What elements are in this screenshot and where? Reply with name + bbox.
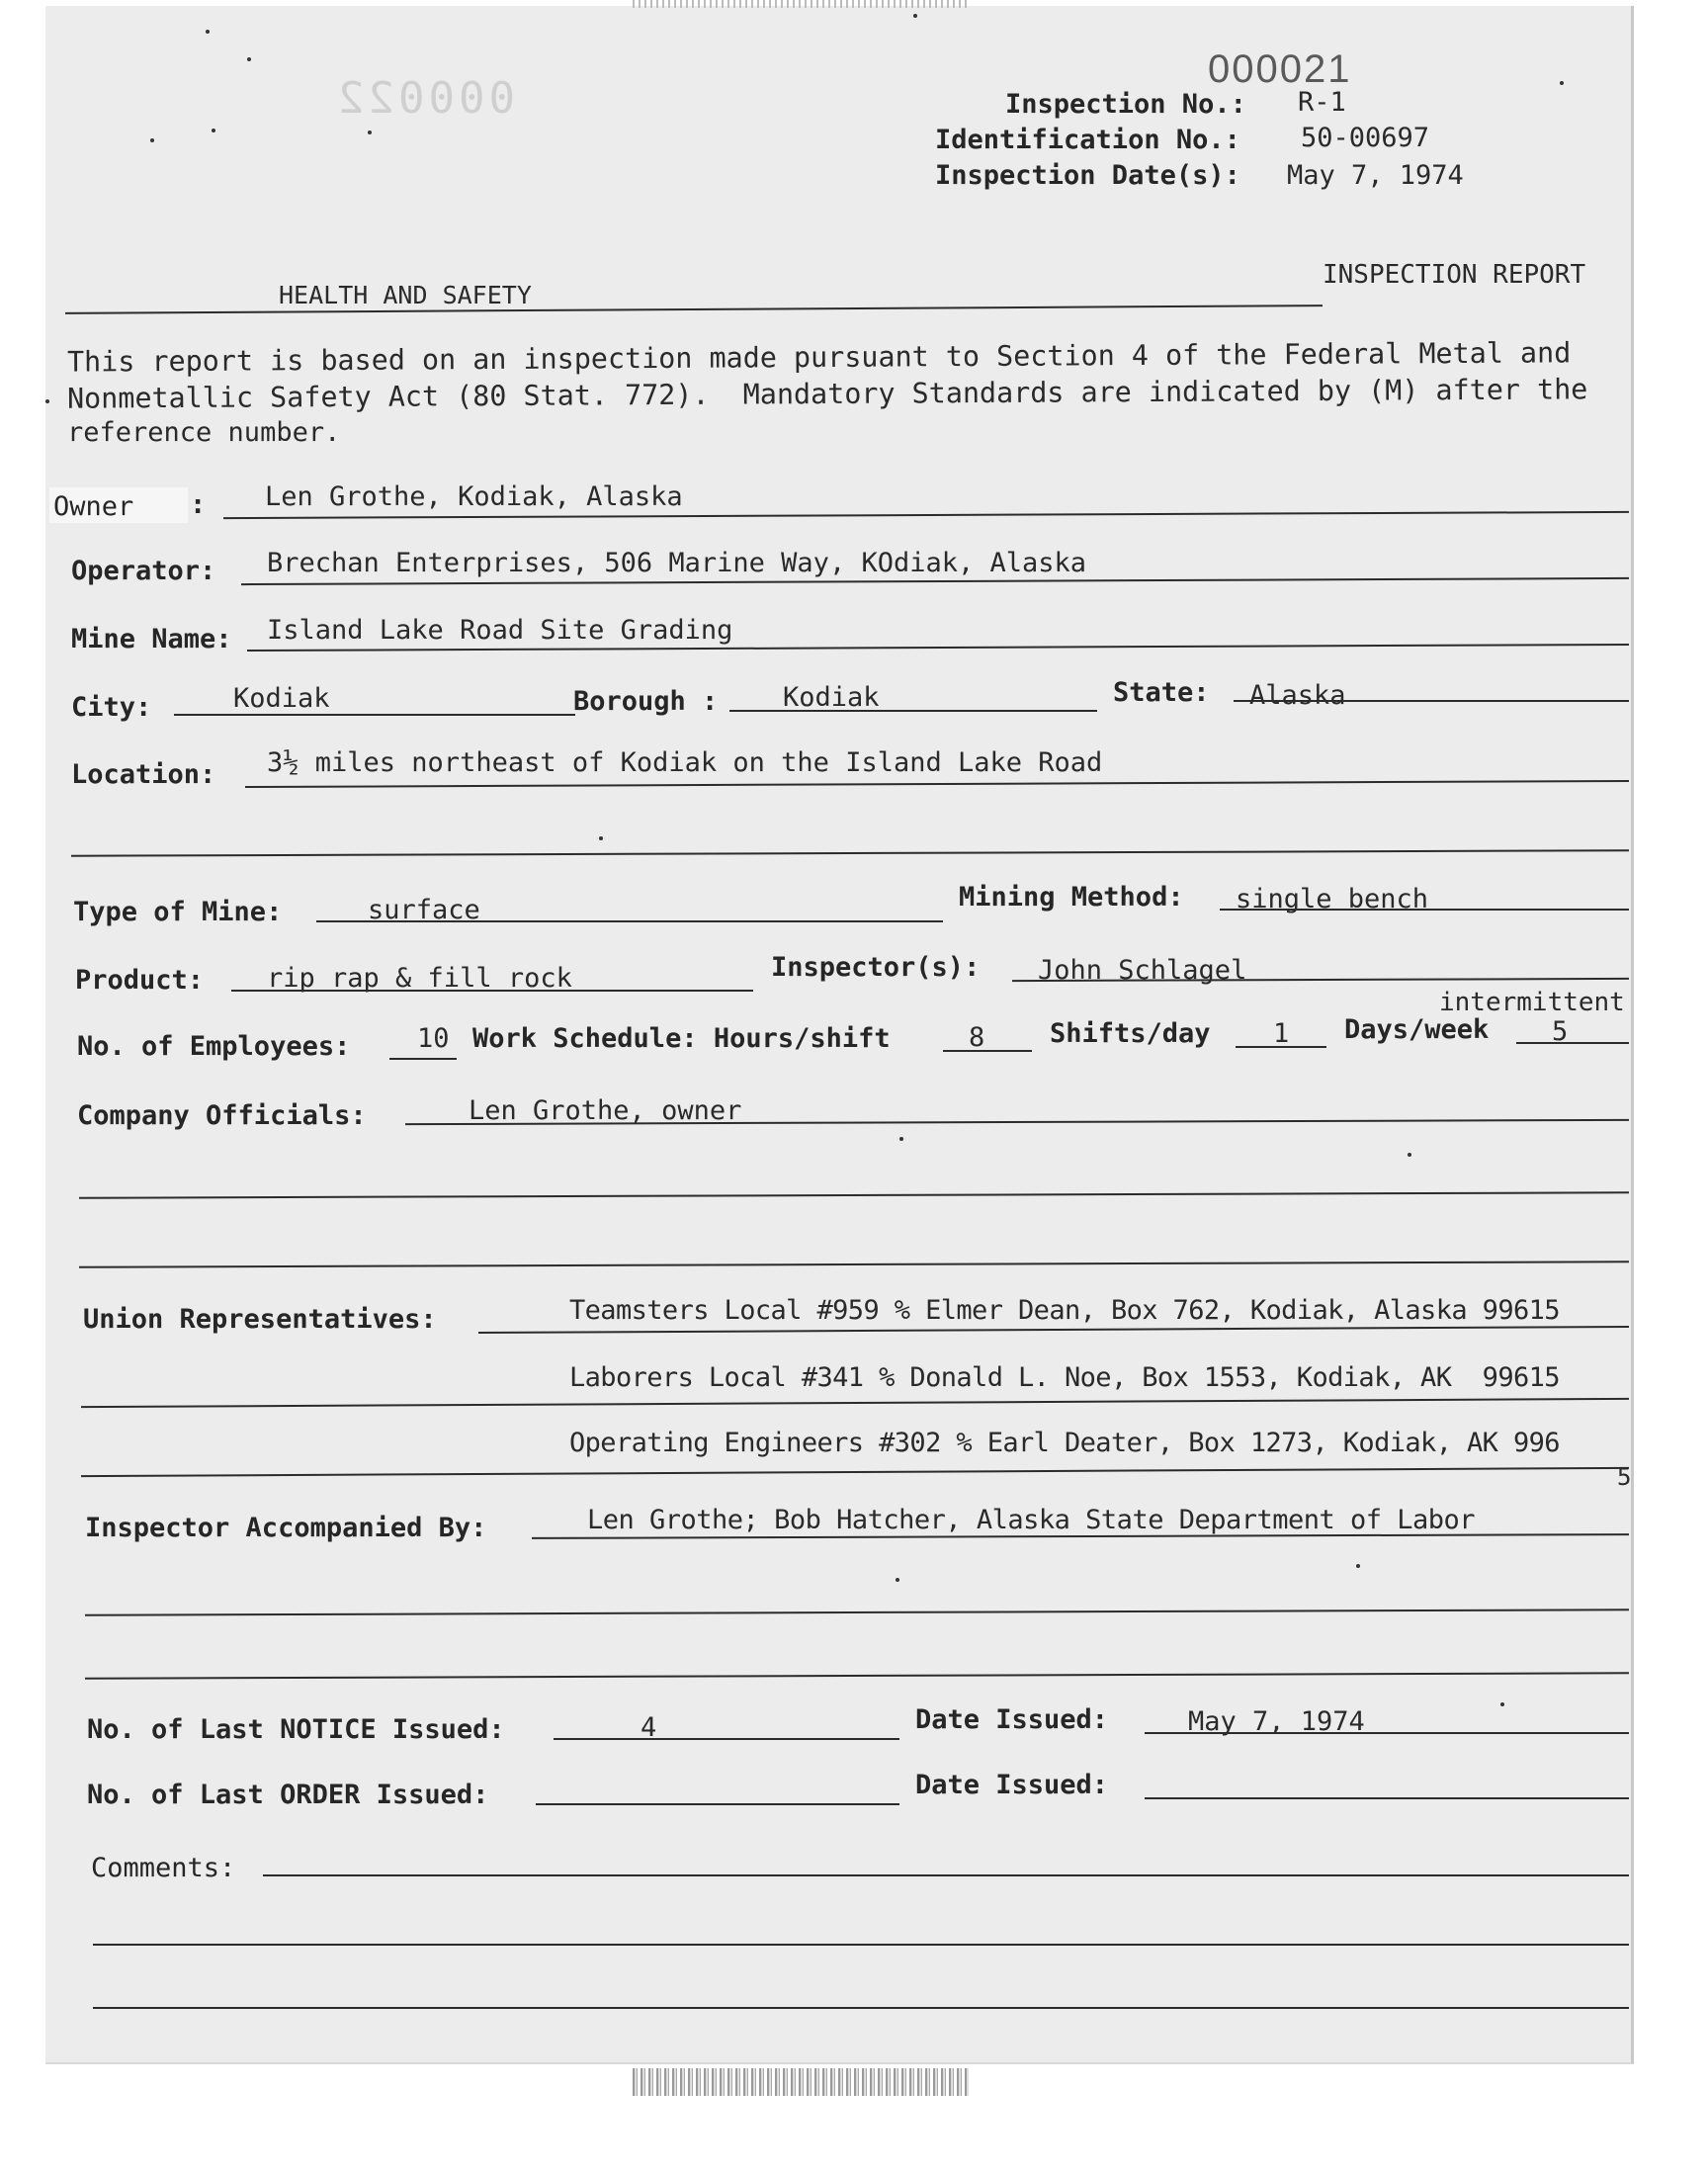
union-label: Union Representatives:: [83, 1304, 437, 1335]
officials-label: Company Officials:: [77, 1100, 367, 1131]
order-date-line: [1145, 1797, 1629, 1799]
inspectors-value: John Schlagel: [1038, 955, 1247, 986]
page-stamp: 000021: [1208, 47, 1352, 91]
inspection-dates-label: Inspection Date(s):: [935, 160, 1240, 191]
page-stamp-faint: 000022: [334, 73, 515, 124]
intro-line-3: reference number.: [67, 417, 341, 448]
mine-name-value: Island Lake Road Site Grading: [267, 615, 733, 646]
owner-value: Len Grothe, Kodiak, Alaska: [265, 481, 683, 512]
type-of-mine-line: [316, 920, 943, 922]
hours-shift-line: [943, 1050, 1032, 1052]
scan-speck: [1356, 1564, 1360, 1568]
shifts-day-label: Shifts/day: [1050, 1018, 1211, 1049]
type-of-mine-label: Type of Mine:: [73, 897, 283, 927]
employees-value: 10: [417, 1023, 450, 1054]
scan-speck: [1408, 1153, 1411, 1157]
inspection-no-label: Inspection No.:: [1005, 89, 1246, 120]
owner-colon: :: [190, 489, 207, 520]
scan-speck: [599, 836, 603, 840]
employees-label: No. of Employees:: [77, 1031, 351, 1062]
borough-label: Borough :: [573, 686, 719, 717]
scan-speck: [206, 30, 210, 34]
days-week-note: intermittent: [1439, 988, 1625, 1017]
union-rep-3: Operating Engineers #302 % Earl Deater, Box 1273, Kodiak, AK 996: [569, 1428, 1560, 1458]
identification-no-value: 50-00697: [1301, 123, 1430, 153]
employees-line: [389, 1058, 457, 1060]
scan-speck: [1500, 1702, 1504, 1706]
product-line: [231, 990, 753, 992]
work-schedule-label: Work Schedule: Hours/shift: [472, 1023, 891, 1054]
city-label: City:: [71, 692, 152, 723]
last-order-label: No. of Last ORDER Issued:: [87, 1780, 489, 1810]
location-label: Location:: [71, 759, 216, 790]
scan-edge-marks-bottom: [633, 2068, 969, 2096]
hours-shift-value: 8: [969, 1022, 985, 1053]
borough-line: [729, 710, 1097, 712]
product-label: Product:: [75, 965, 205, 996]
state-line: [1234, 700, 1629, 702]
identification-no-label: Identification No.:: [935, 125, 1240, 155]
scan-speck: [45, 399, 49, 403]
accompanied-label: Inspector Accompanied By:: [85, 1513, 487, 1543]
comments-label: Comments:: [91, 1853, 236, 1883]
last-order-line: [536, 1803, 899, 1805]
type-of-mine-value: surface: [368, 895, 480, 925]
accompanied-value: Len Grothe; Bob Hatcher, Alaska State Department of Labor: [587, 1505, 1476, 1535]
union-rep-3-wrap: 5: [1617, 1463, 1632, 1491]
comments-line-2: [93, 1944, 1629, 1946]
scan-speck: [1560, 81, 1564, 85]
scan-speck: [150, 138, 154, 142]
last-notice-line: [554, 1738, 899, 1740]
notice-date-label: Date Issued:: [915, 1704, 1109, 1735]
owner-label: Owner: [53, 491, 134, 522]
scan-speck: [896, 1578, 899, 1582]
days-week-line: [1516, 1042, 1629, 1044]
scan-edge-marks-top: [633, 0, 969, 8]
inspection-dates-value: May 7, 1974: [1287, 160, 1464, 191]
intro-line-1: This report is based on an inspection made pursuant to Section 4 of the Federal Metal and: [66, 336, 1572, 379]
product-value: rip rap & fill rock: [267, 963, 572, 994]
operator-label: Operator:: [71, 556, 216, 586]
comments-line-3: [93, 2007, 1629, 2009]
union-rep-1: Teamsters Local #959 % Elmer Dean, Box 762, Kodiak, Alaska 99615: [569, 1295, 1560, 1326]
scan-speck: [899, 1137, 903, 1141]
inspectors-label: Inspector(s):: [771, 952, 981, 983]
last-notice-label: No. of Last NOTICE Issued:: [87, 1714, 505, 1745]
shifts-day-value: 1: [1273, 1018, 1290, 1049]
notice-date-line: [1145, 1732, 1629, 1734]
borough-value: Kodiak: [783, 682, 880, 713]
mine-name-label: Mine Name:: [71, 624, 232, 654]
city-value: Kodiak: [233, 683, 330, 714]
officials-value: Len Grothe, owner: [469, 1095, 742, 1126]
scan-speck: [247, 57, 251, 61]
scan-speck: [212, 129, 215, 132]
shifts-day-line: [1236, 1046, 1326, 1048]
days-week-value: 5: [1552, 1016, 1569, 1047]
intro-line-2: Nonmetallic Safety Act (80 Stat. 772). Mandatory Standards are indicated by (M) after the: [66, 373, 1588, 415]
scan-speck: [368, 130, 372, 134]
report-title-right: INSPECTION REPORT: [1323, 260, 1586, 290]
scan-speck: [913, 14, 917, 18]
comments-line-1: [263, 1874, 1629, 1876]
order-date-label: Date Issued:: [915, 1770, 1109, 1800]
report-title-left: HEALTH AND SAFETY: [279, 281, 532, 309]
days-week-label: Days/week: [1344, 1014, 1490, 1045]
city-line: [174, 714, 575, 716]
inspection-no-value: R-1: [1298, 87, 1346, 118]
mining-method-value: single bench: [1236, 884, 1429, 914]
notice-date-value: May 7, 1974: [1188, 1706, 1365, 1737]
location-value: 3½ miles northeast of Kodiak on the Island Lake Road: [267, 747, 1103, 778]
union-rep-2: Laborers Local #341 % Donald L. Noe, Box 1553, Kodiak, AK 99615: [569, 1362, 1560, 1393]
operator-value: Brechan Enterprises, 506 Marine Way, KOdiak, Alaska: [267, 548, 1087, 578]
state-label: State:: [1113, 677, 1210, 708]
mining-method-line: [1220, 909, 1629, 911]
state-value: Alaska: [1249, 680, 1346, 711]
mining-method-label: Mining Method:: [959, 882, 1184, 913]
last-notice-value: 4: [640, 1712, 657, 1743]
